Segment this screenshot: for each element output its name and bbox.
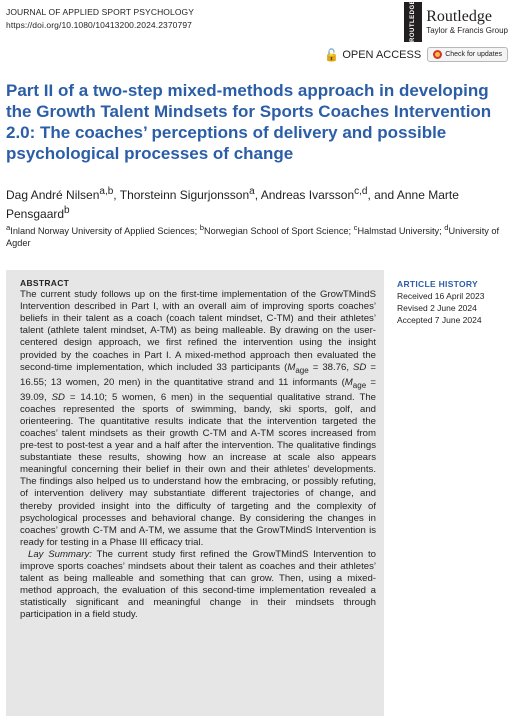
author-name[interactable]: Thorsteinn Sigurjonsson: [119, 188, 250, 202]
journal-name: JOURNAL OF APPLIED SPORT PSYCHOLOGY: [6, 7, 195, 17]
affiliation-marker: d: [444, 223, 449, 232]
affiliation-marker: c: [353, 223, 358, 232]
lay-summary-text: The current study first refined the GrowTMindS Intervention to improve sports coaches’ mindsets about their talent as coaches and their athletes’ talent as being malleable and something that can grow. Then, using a mixed-method approach, the evaluation of this second-time implementation revealed a statistically significant and meaningful change in their mindsets through participation in a field study.: [20, 548, 376, 621]
affiliation-marker: b: [199, 223, 204, 232]
accepted-date: Accepted 7 June 2024: [397, 315, 482, 325]
author-name[interactable]: Andreas Ivarsson: [260, 188, 355, 202]
lay-summary: [20, 549, 376, 622]
author-separator: , and: [367, 188, 397, 202]
received-date: Received 16 April 2023: [397, 291, 485, 301]
abstract-text: The current study follows up on the first-time implementation of the GrowTMindS Intervention described in Part I, with an overall aim of improving sports coaches’ beliefs in their talent as a coach (coach talent mindset, C-TM) and their athletes’ talent (athlete talent mindset, A-TM) as being malleable. By drawing on the user-centered design approach, we first refined the intervention using the insight provided by the coaches in Part I. A mixed-method approach then evaluated the second-time implementation, which included 33 participants ($M_{age} = 38.76$, SD = 16.55; 13 women, 20 men) in the quantitative strand and 11 informants ($M_{age} = 39.09$, SD = 14.10; 5 women, 6 men) in the sequential qualitative strand. The coaches represented the sports of swimming, bandy, ski sports, golf, and orienteering. The quantitative results indicate that the intervention targeted the coaches’ talent mindsets as their growth C-TM and A-TM scores increased from pre-test to post-test a year and a half after the intervention. The qualitative findings substantiate these results, showing how an increase at scale also appears meaningful concerning their belief in their own and their athletes’ developments. The findings also helped us to understand how the embracing, or possibly refuting, of intervention delivery may substantiate different trajectories of change, and thereby provided insight into the difficulty of targeting and the complexity of psychological processes and behavioral change. By considering the changes in coaches’ growth C-TM and A-TM, we assume that the GrowTMindS Intervention is ready for testing in a Phase III efficacy trial.: [20, 289, 376, 548]
article-history: [397, 278, 484, 326]
open-access-badge: [324, 48, 421, 62]
routledge-mark-icon: ROUTLEDGE: [404, 2, 422, 42]
lay-summary-label: Lay Summary:: [28, 548, 92, 560]
check-for-updates-button[interactable]: [427, 47, 508, 62]
open-access-label: OPEN ACCESS: [342, 48, 422, 61]
affiliation-text: University of Agder: [6, 226, 500, 249]
author-list: [6, 184, 506, 222]
revised-date: Revised 2 June 2024: [397, 303, 477, 313]
abstract-heading: ABSTRACT: [20, 278, 70, 288]
author-affiliation-marker: a,b: [99, 186, 114, 197]
publisher-logo[interactable]: [404, 2, 508, 42]
crossmark-icon: [433, 50, 442, 59]
affiliation-marker: a: [6, 223, 11, 232]
open-lock-icon: 🔓: [324, 47, 340, 62]
author-affiliation-marker: c,d: [354, 186, 368, 197]
affiliation-text: Norwegian School of Sport Science;: [204, 226, 354, 237]
access-row: [324, 47, 508, 62]
check-for-updates-label: Check for updates: [445, 51, 502, 58]
affiliation-text: Inland Norway University of Applied Sciences;: [10, 226, 200, 237]
affiliations: [6, 222, 506, 249]
author-name[interactable]: Dag André Nilsen: [6, 188, 100, 202]
article-history-heading: ARTICLE HISTORY: [397, 279, 479, 289]
abstract-box: [6, 270, 384, 716]
journal-header: [6, 6, 194, 32]
affiliation-text: Halmstad University;: [357, 226, 445, 237]
author-name[interactable]: Anne Marte Pensgaard: [6, 188, 459, 221]
author-affiliation-marker: b: [64, 205, 70, 216]
author-separator: ,: [254, 188, 261, 202]
author-affiliation-marker: a: [249, 186, 255, 197]
publisher-name: Routledge: [426, 8, 492, 25]
doi-link[interactable]: https://doi.org/10.1080/10413200.2024.2370797: [6, 20, 192, 30]
publisher-subtitle: Taylor & Francis Group: [426, 26, 508, 35]
article-title: Part II of a two-step mixed-methods approach in developing the Growth Talent Mindsets for Sports Coaches Intervention 2.0: The coaches’ perceptions of delivery and possible psychological processes of change: [6, 81, 492, 163]
author-separator: ,: [113, 188, 120, 202]
